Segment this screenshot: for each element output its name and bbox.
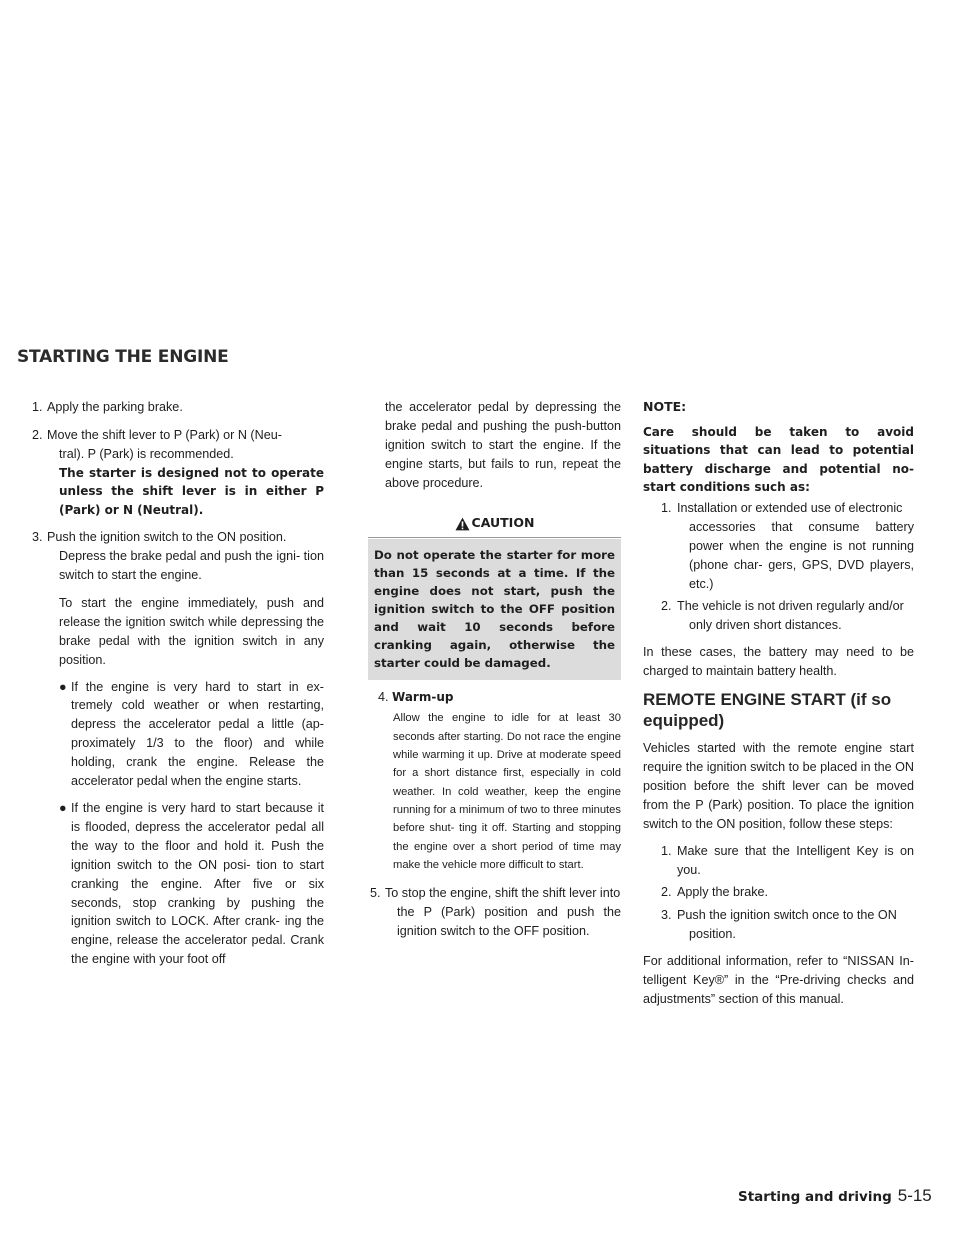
bullet-flooded <box>32 799 324 969</box>
step-text-rest: tral). P (Park) is recommended. <box>59 446 234 461</box>
step-1 <box>32 398 324 417</box>
item-text-first-line: Installation or extended use of electronic <box>677 500 903 515</box>
item-number: 2. <box>661 885 672 900</box>
note-bold-text: Care should be taken to avoid situations that can lead to potential battery discharge and potential no-start conditions such as: <box>643 424 914 495</box>
caution-text: Do not operate the starter for more than 15 seconds at a time. If the engine does not start, push the ignition switch to the OFF position and wait 10 seconds before cranking again, otherwise the starter could be damaged. <box>368 539 621 680</box>
battery-paragraph: In these cases, the battery may need to be charged to maintain battery health. <box>643 645 914 679</box>
item-number: 1. <box>661 500 672 515</box>
column-3 <box>643 398 914 1009</box>
page-footer <box>738 1186 932 1206</box>
step-number: 3. <box>32 530 43 545</box>
page-title: STARTING THE ENGINE <box>17 347 229 367</box>
bullet-icon: ● <box>59 679 67 694</box>
caution-box <box>368 511 621 680</box>
remote-start-heading: REMOTE ENGINE START (if so equipped) <box>643 690 892 731</box>
warning-triangle-icon <box>455 517 470 531</box>
item-number: 1. <box>661 843 672 858</box>
section-name: Starting and driving <box>738 1189 892 1205</box>
step-text-rest: the P (Park) position and push the ignition switch to the OFF position. <box>397 905 621 938</box>
note-heading: NOTE: <box>643 399 687 414</box>
warm-up-text: Allow the engine to idle for at least 30 seconds after starting. Do not race the engine while warming it up. Drive at moderate speed for a short distance first, especially in cold weather. In cold weather, keep the engine running for a minimum of two to three minutes before shut- ting it off. Starting and stopping the engine over a short period of time may make the vehicle more difficult to start. <box>393 712 621 871</box>
bullet-text: If the engine is very hard to start in ex- tremely cold weather or when restarting, depress the accelerator pedal a little (ap- proximately 1/3 to the floor) and while holding, crank the engine. Release the accelerator pedal when the engine starts. <box>71 679 324 789</box>
column-1 <box>32 398 324 977</box>
remote-start-paragraph: Vehicles started with the remote engine start require the ignition switch to be placed in the ON position before the shift lever can be moved from the P (Park) position. To place the ignition switch to the ON position, follow these steps: <box>643 741 914 831</box>
remote-step-3 <box>643 906 914 944</box>
remote-step-2 <box>643 883 914 902</box>
step-text-first-line: To stop the engine, shift the shift lever into <box>385 886 621 901</box>
item-text-first-line: Push the ignition switch once to the ON <box>677 908 897 923</box>
item-text: Apply the brake. <box>677 885 769 900</box>
caution-header <box>368 511 621 538</box>
note-item-1 <box>643 499 914 594</box>
caution-title: CAUTION <box>471 515 535 531</box>
item-number: 3. <box>661 908 672 923</box>
note-item-2 <box>643 597 914 635</box>
bullet-text: If the engine is very hard to start because it is flooded, depress the accelerator pedal all the way to the floor and hold it. Push the ignition switch to the ON posi- tion to start cranking the engine. After five or six seconds, stop cranking by pushing the ignition switch to LOCK. After crank- ing the engine, release the accelerator pedal. Crank the engine with your foot off <box>71 801 324 967</box>
step-number: 5. <box>370 886 381 901</box>
step-3 <box>32 528 324 585</box>
step-text-rest: Depress the brake pedal and push the igni- tion switch to start the engine. <box>59 549 324 583</box>
item-text-rest: only driven short distances. <box>689 618 842 633</box>
step-text-first-line: Push the ignition switch to the ON position. <box>47 530 287 545</box>
additional-info-paragraph: For additional information, refer to “NISSAN In- telligent Key®” in the “Pre-driving checks and adjustments” section of this manual. <box>643 954 914 1006</box>
step-warning-bold: The starter is designed not to operate unless the shift lever is in either P (Park) or N (Neutral). <box>59 465 324 517</box>
step-text-first-line: Move the shift lever to P (Park) or N (Neu- <box>47 427 282 442</box>
step-number: 1. <box>32 400 43 414</box>
step-number: 2. <box>32 427 43 442</box>
item-text-first-line: The vehicle is not driven regularly and/or <box>677 599 904 614</box>
item-text: Make sure that the Intelligent Key is on you. <box>677 843 914 877</box>
step-4 <box>368 688 621 707</box>
start-immediately-paragraph: To start the engine immediately, push and release the ignition switch while depressing the brake pedal with the ignition switch in any position. <box>59 595 324 667</box>
item-text-rest: position. <box>689 927 736 942</box>
column-2 <box>368 398 621 950</box>
page-number: 5-15 <box>897 1186 932 1205</box>
continued-paragraph: the accelerator pedal by depressing the brake pedal and pushing the push-button ignition switch to start the engine. If the engine starts, but fails to run, repeat the above procedure. <box>385 400 621 490</box>
step-number: 4. <box>378 689 389 704</box>
step-text: Apply the parking brake. <box>47 400 183 414</box>
step-2 <box>32 426 324 519</box>
bullet-cold-weather <box>32 678 324 791</box>
step-label: Warm-up <box>392 689 454 704</box>
bullet-icon: ● <box>59 801 67 815</box>
item-number: 2. <box>661 599 672 614</box>
step-5 <box>370 884 621 941</box>
remote-step-1 <box>643 842 914 880</box>
item-text-rest: accessories that consume battery power when the engine is not running (phone char- gers, GPS, DVD players, etc.) <box>689 519 914 591</box>
